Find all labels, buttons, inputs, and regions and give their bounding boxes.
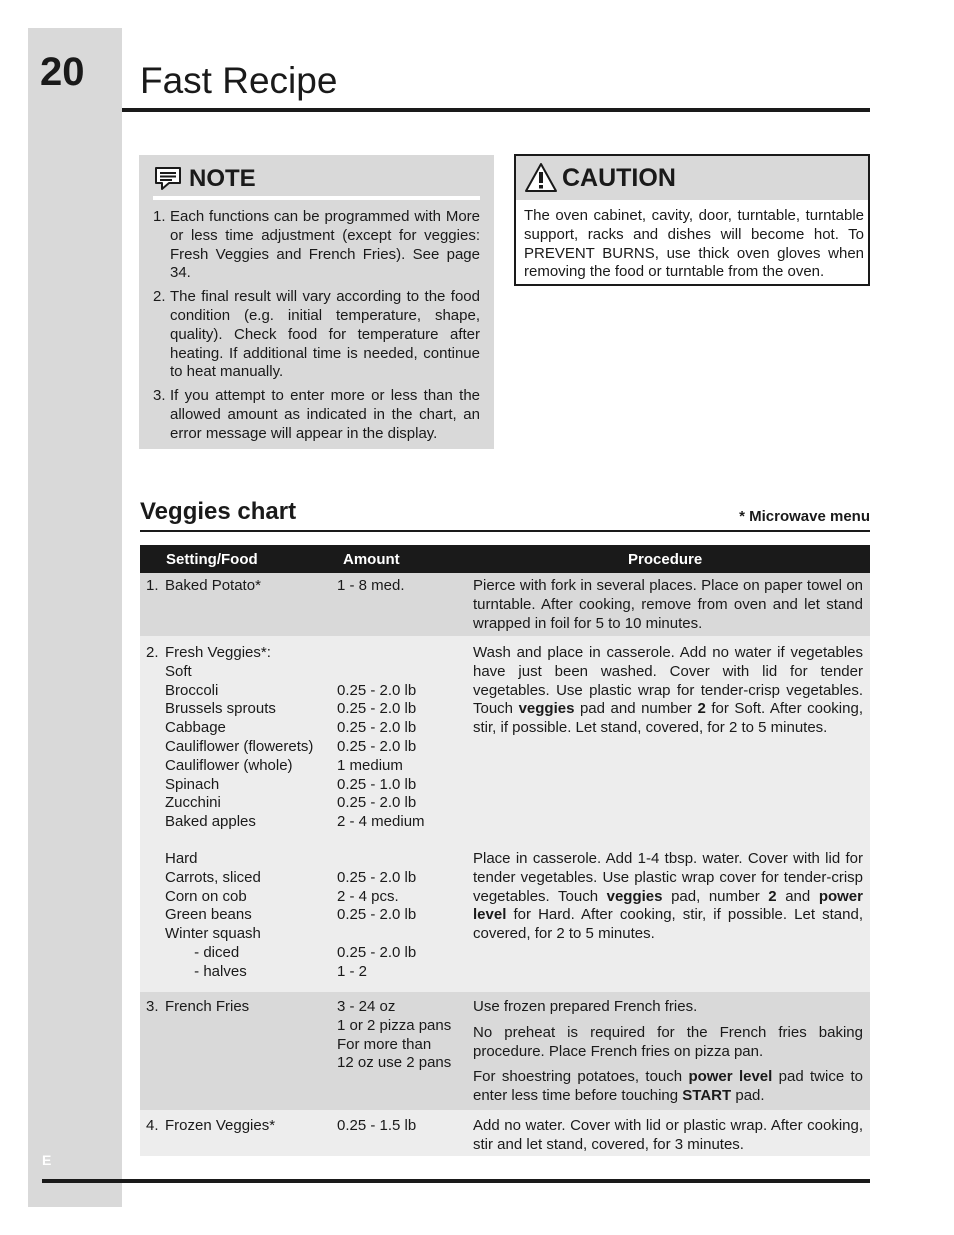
note-speech-icon [153, 164, 183, 194]
note-header [153, 161, 256, 197]
note-item-number: 1. [153, 208, 166, 225]
caution-header [516, 156, 868, 200]
row-amount-soft: 0.25 - 2.0 lb 0.25 - 2.0 lb 0.25 - 2.0 lb 0.25 - 2.0 lb 1 medium 0.25 - 1.0 lb 0.25 - 2.0 lb 2 - 4 medium [337, 681, 425, 831]
row-procedure [473, 577, 863, 640]
row-amount: 1 - 8 med. [337, 577, 405, 594]
caution-box [514, 154, 870, 286]
note-item [153, 288, 480, 382]
row-procedure [473, 1117, 863, 1162]
page-number: 20 [40, 50, 85, 94]
column-header-amount: Amount [343, 551, 400, 568]
procedure-text: For shoestring potatoes, touch power level pad twice to enter less time before touching START pad. [473, 1068, 864, 1105]
row-procedure [473, 998, 863, 1113]
row-number: 4. [146, 1117, 159, 1134]
chart-footnote: * Microwave menu [739, 508, 870, 525]
row-food: Baked Potato* [165, 577, 261, 594]
table-row [140, 1110, 870, 1156]
veggies-table [140, 545, 870, 1156]
row-procedure-soft: Wash and place in casserole. Add no water if vegetables have just been washed. Cover with lid for tender vegetables. Use plastic wrap for tender-crisp vegetables. Touch veggies pad and number 2 for Soft. After cooking, stir, if possible. Let stand, covered, for 2 to 5 minutes. [473, 644, 863, 737]
table-header [140, 545, 870, 573]
procedure-text: Use frozen prepared French fries. [473, 998, 698, 1015]
language-code: E [42, 1152, 52, 1168]
note-item [153, 387, 480, 443]
caution-text: The oven cabinet, cavity, door, turntable, turntable support, racks and dishes will become hot. To PREVENT BURNS, use thick oven gloves when removing the food or turntable from the oven. [524, 207, 864, 281]
row-food: Frozen Veggies* [165, 1117, 276, 1134]
row-amount: 3 - 24 oz 1 or 2 pizza pans For more than 12 oz use 2 pans [337, 998, 452, 1072]
row-food: French Fries [165, 998, 250, 1015]
procedure-text: Pierce with fork in several places. Place on paper towel on turntable. After cooking, remove from oven and let stand wrapped in foil for 5 to 10 minutes. [473, 577, 863, 632]
row-procedure-hard: Place in casserole. Add 1-4 tbsp. water. Cover with lid for tender vegetables. Use plastic wrap cover for tender-crisp vegetables. Touch veggies pad, number 2 and power level for Hard. After cooking, stir, if possible. Let stand, covered, for 2 to 5 minutes. [473, 850, 863, 943]
row-food-hard: Hard Carrots, sliced Corn on cob Green beans Winter squash - diced - halves [165, 850, 261, 980]
row-amount: 0.25 - 1.5 lb [337, 1117, 417, 1134]
note-item-text: Each functions can be programmed with More or less time adjustment (except for veggies: Fresh Veggies and French Fries). See page 34. [170, 208, 480, 282]
procedure-text: Add no water. Cover with lid or plastic wrap. After cooking, stir and let stand, covered, for 3 minutes. [473, 1117, 863, 1153]
row-number: 1. [146, 577, 159, 594]
column-header-procedure: Procedure [628, 551, 703, 568]
row-number: 3. [146, 998, 159, 1015]
table-row [140, 992, 870, 1110]
note-item-number: 3. [153, 387, 166, 405]
note-item-text: If you attempt to enter more or less than the allowed amount as indicated in the chart, an error message will appear in the display. [170, 387, 480, 442]
row-food-soft: Fresh Veggies*: Soft Broccoli Brussels sprouts Cabbage Cauliflower (flowerets) Cauliflower (whole) Spinach Zucchini Baked apples [165, 644, 314, 831]
note-item-number: 2. [153, 288, 166, 306]
row-amount-hard: 0.25 - 2.0 lb 2 - 4 pcs. 0.25 - 2.0 lb 0.25 - 2.0 lb 1 - 2 [337, 868, 417, 980]
note-divider [153, 196, 480, 200]
side-band [28, 28, 122, 1207]
table-row [140, 573, 870, 636]
page-title: Fast Recipe [140, 60, 338, 101]
procedure-text: No preheat is required for the French fries baking procedure. Place French fries on pizza pan. [473, 1023, 863, 1060]
chart-divider [140, 530, 870, 532]
row-number: 2. [146, 644, 159, 661]
note-item-text: The final result will vary according to the food condition (e.g. initial temperature, shape, quality). Check food for temperature after heating. If additional time is needed, continue to heat manually. [170, 288, 480, 381]
warning-triangle-icon [524, 162, 558, 194]
title-divider [122, 108, 870, 112]
note-list [153, 208, 480, 449]
note-box [139, 155, 494, 449]
column-header-setting-food: Setting/Food [166, 551, 258, 568]
chart-heading: Veggies chart [140, 498, 297, 525]
bottom-divider [42, 1179, 870, 1183]
caution-title: CAUTION [562, 163, 676, 192]
note-title: NOTE [189, 165, 256, 192]
note-item [153, 208, 480, 283]
table-row [140, 636, 870, 992]
